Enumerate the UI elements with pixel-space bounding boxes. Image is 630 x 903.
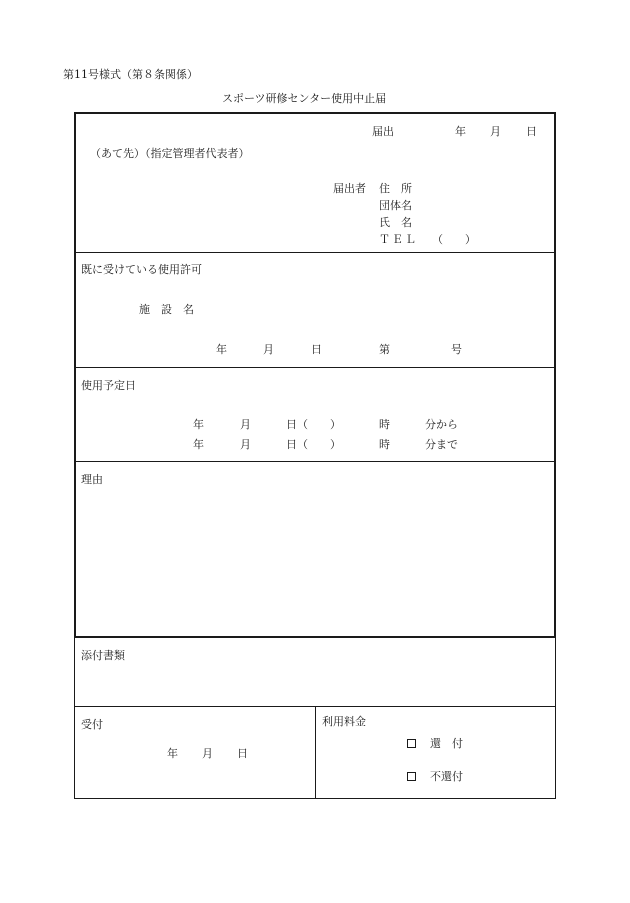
lower-right-border xyxy=(555,636,556,799)
permit-number-prefix: 第 xyxy=(379,343,390,356)
facility-label: 施 設 名 xyxy=(139,303,194,316)
permit-day: 日 xyxy=(311,343,322,356)
no-refund-checkbox[interactable] xyxy=(407,772,416,781)
schedule-to-minute: 分まで xyxy=(425,438,458,451)
tel-parens: （ ） xyxy=(432,233,476,246)
date-prefix: 届出 xyxy=(372,125,394,138)
page-title: スポーツ研修センター使用中止届 xyxy=(222,92,387,105)
schedule-from-year: 年 xyxy=(193,418,204,431)
receipt-month: 月 xyxy=(202,747,213,760)
schedule-to-year: 年 xyxy=(193,438,204,451)
fee-heading: 利用料金 xyxy=(322,715,366,728)
address-label: 住 所 xyxy=(379,182,412,195)
schedule-to-hour: 時 xyxy=(379,438,390,451)
divider-receipt-fee xyxy=(315,706,316,799)
applicant-label: 届出者 xyxy=(333,182,366,195)
divider-schedule xyxy=(75,461,555,462)
reason-heading: 理由 xyxy=(81,473,103,486)
schedule-heading: 使用予定日 xyxy=(81,379,136,392)
form-number: 第11号様式（第８条関係） xyxy=(63,68,198,81)
receipt-year: 年 xyxy=(167,747,178,760)
name-label: 氏 名 xyxy=(379,216,412,229)
schedule-from-hour: 時 xyxy=(379,418,390,431)
schedule-from-month: 月 xyxy=(240,418,251,431)
refund-label: 還 付 xyxy=(430,737,463,750)
receipt-day: 日 xyxy=(237,747,248,760)
date-month: 月 xyxy=(490,125,501,138)
attachments-heading: 添付書類 xyxy=(81,649,125,662)
addressee: （あて先）（指定管理者代表者） xyxy=(90,147,250,160)
no-refund-label: 不還付 xyxy=(430,770,463,783)
schedule-from-minute: 分から xyxy=(425,418,458,431)
divider-permit xyxy=(75,367,555,368)
permit-heading: 既に受けている使用許可 xyxy=(81,263,202,276)
divider-top xyxy=(75,252,555,253)
permit-number-suffix: 号 xyxy=(451,343,462,356)
schedule-to-day: 日（ ） xyxy=(286,438,341,451)
tel-label: ＴＥＬ xyxy=(379,233,418,246)
permit-year: 年 xyxy=(216,343,227,356)
schedule-from-day: 日（ ） xyxy=(286,418,341,431)
group-label: 団体名 xyxy=(379,199,412,212)
schedule-to-month: 月 xyxy=(240,438,251,451)
main-form-box xyxy=(74,112,556,638)
receipt-heading: 受付 xyxy=(81,718,103,731)
refund-checkbox[interactable] xyxy=(407,739,416,748)
date-day: 日 xyxy=(526,125,537,138)
date-year: 年 xyxy=(455,125,466,138)
lower-left-border xyxy=(74,636,75,799)
permit-month: 月 xyxy=(263,343,274,356)
